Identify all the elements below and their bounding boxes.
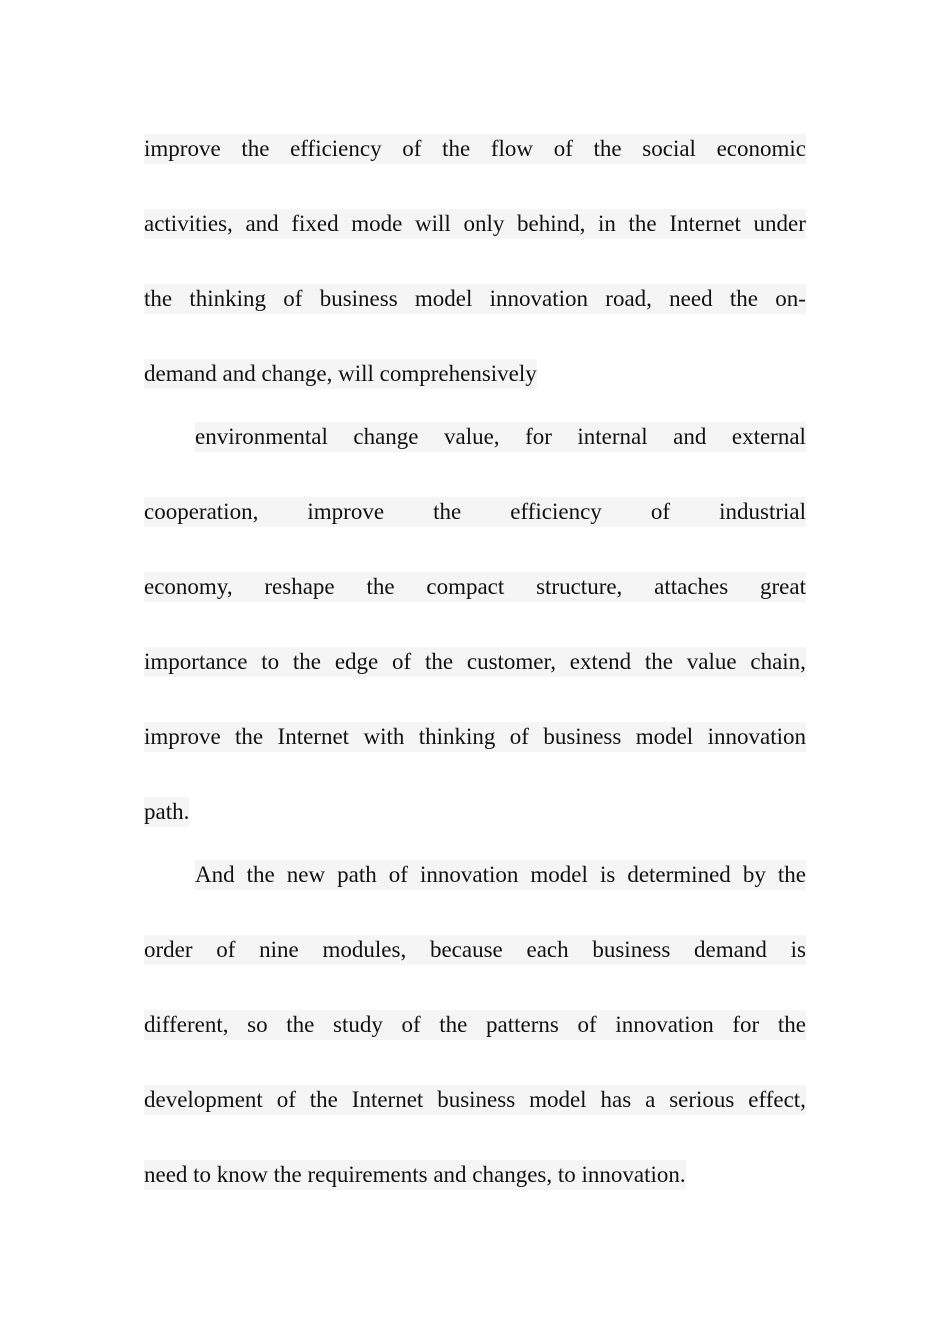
word: road,	[605, 286, 652, 311]
word: reshape	[264, 574, 335, 599]
word: change	[353, 424, 419, 449]
line-text: demand and change, will comprehensively	[144, 359, 537, 389]
word: of	[392, 649, 412, 674]
word: the	[246, 862, 275, 887]
word: the	[439, 1012, 468, 1037]
word: model	[635, 724, 694, 749]
word: under	[753, 211, 806, 236]
word: is	[599, 862, 616, 887]
word: structure,	[536, 574, 623, 599]
word: the	[628, 211, 657, 236]
line-text	[144, 935, 806, 965]
text-line	[144, 935, 806, 1010]
word: mode	[351, 211, 403, 236]
word: business	[543, 724, 622, 749]
word: innovation	[707, 724, 806, 749]
word: extend	[569, 649, 632, 674]
word: for	[525, 424, 552, 449]
line-text	[144, 1085, 806, 1115]
word: business	[437, 1087, 516, 1112]
word: the	[777, 1012, 806, 1037]
word: industrial	[719, 499, 806, 524]
word: and	[673, 424, 707, 449]
word: economic	[716, 136, 806, 161]
line-text	[195, 860, 806, 890]
word: the	[286, 1012, 315, 1037]
word: fixed	[291, 211, 339, 236]
word: behind,	[516, 211, 586, 236]
word: the	[144, 286, 173, 311]
text-line	[144, 209, 806, 284]
word: to	[261, 649, 280, 674]
text-line	[144, 1160, 806, 1224]
paragraph	[144, 422, 806, 861]
word: the	[777, 862, 806, 887]
word: chain,	[750, 649, 806, 674]
word: of	[216, 937, 236, 962]
word: new	[286, 862, 326, 887]
line-text	[144, 497, 806, 527]
word: economy,	[144, 574, 233, 599]
text-line	[144, 860, 806, 935]
text-line	[144, 1085, 806, 1160]
word: flow	[490, 136, 534, 161]
word: the	[593, 136, 622, 161]
word: the	[241, 136, 270, 161]
line-text: need to know the requirements and changes, to innovation.	[144, 1160, 686, 1190]
word: of	[402, 136, 422, 161]
word: Internet	[351, 1087, 424, 1112]
word: with	[363, 724, 405, 749]
word: development	[144, 1087, 263, 1112]
line-text	[144, 134, 806, 164]
word: model	[529, 1087, 587, 1112]
word: order	[144, 937, 193, 962]
word: the	[424, 649, 454, 674]
word: the	[644, 649, 673, 674]
word: the	[729, 286, 758, 311]
word: business	[319, 286, 398, 311]
word: model	[414, 286, 473, 311]
word: business	[592, 937, 671, 962]
word: efficiency	[290, 136, 382, 161]
word: And	[195, 862, 235, 887]
word: of	[650, 499, 671, 524]
word: patterns	[486, 1012, 559, 1037]
word: the	[442, 136, 471, 161]
paragraph	[144, 134, 806, 423]
word: external	[731, 424, 806, 449]
word: cooperation,	[144, 499, 259, 524]
word: is	[790, 937, 806, 962]
line-text	[144, 647, 806, 677]
word: modules,	[322, 937, 407, 962]
word: need	[669, 286, 713, 311]
word: serious	[669, 1087, 735, 1112]
word: the	[366, 574, 395, 599]
word: value,	[444, 424, 500, 449]
word: because	[429, 937, 503, 962]
word: has	[600, 1087, 632, 1112]
word: and	[245, 211, 279, 236]
word: value	[686, 649, 737, 674]
word: effect,	[748, 1087, 806, 1112]
word: of	[577, 1012, 597, 1037]
text-line	[144, 284, 806, 359]
line-text	[144, 284, 806, 314]
text-line	[144, 422, 806, 497]
word: of	[276, 1087, 296, 1112]
word: on-	[775, 286, 806, 311]
word: so	[247, 1012, 268, 1037]
line-text	[144, 209, 806, 239]
word: of	[283, 286, 303, 311]
word: in	[598, 211, 616, 236]
word: of	[388, 862, 408, 887]
word: of	[553, 136, 573, 161]
word: customer,	[466, 649, 556, 674]
text-line	[144, 497, 806, 572]
word: social	[642, 136, 696, 161]
word: study	[333, 1012, 383, 1037]
text-line	[144, 572, 806, 647]
text-line	[144, 359, 806, 423]
line-text	[144, 1010, 806, 1040]
word: improve	[144, 724, 221, 749]
text-line	[144, 1010, 806, 1085]
word: great	[760, 574, 806, 599]
word: importance	[144, 649, 248, 674]
word: activities,	[144, 211, 233, 236]
paragraph	[144, 860, 806, 1224]
line-text	[144, 722, 806, 752]
word: path	[337, 862, 377, 887]
word: Internet	[277, 724, 350, 749]
word: a	[645, 1087, 656, 1112]
word: environmental	[195, 424, 328, 449]
word: thinking	[418, 724, 496, 749]
word: will	[415, 211, 451, 236]
word: improve	[307, 499, 385, 524]
line-text: path.	[144, 797, 189, 827]
word: the	[433, 499, 462, 524]
word: Internet	[669, 211, 741, 236]
word: efficiency	[510, 499, 602, 524]
word: by	[742, 862, 766, 887]
text-line	[144, 134, 806, 209]
word: the	[309, 1087, 338, 1112]
text-line	[144, 797, 806, 861]
text-line	[144, 647, 806, 722]
word: internal	[577, 424, 648, 449]
word: the	[292, 649, 322, 674]
word: improve	[144, 136, 221, 161]
word: determined	[627, 862, 731, 887]
word: only	[463, 211, 505, 236]
word: attaches	[654, 574, 729, 599]
word: of	[401, 1012, 421, 1037]
word: edge	[334, 649, 379, 674]
word: innovation	[615, 1012, 714, 1037]
word: model	[530, 862, 588, 887]
word: nine	[259, 937, 299, 962]
word: different,	[144, 1012, 229, 1037]
word: of	[509, 724, 529, 749]
word: compact	[426, 574, 505, 599]
word: innovation	[420, 862, 519, 887]
word: thinking	[189, 286, 267, 311]
word: for	[732, 1012, 760, 1037]
word: each	[526, 937, 569, 962]
line-text	[195, 422, 806, 452]
text-line	[144, 722, 806, 797]
word: the	[235, 724, 264, 749]
line-text	[144, 572, 806, 602]
word: demand	[694, 937, 767, 962]
word: innovation	[489, 286, 589, 311]
